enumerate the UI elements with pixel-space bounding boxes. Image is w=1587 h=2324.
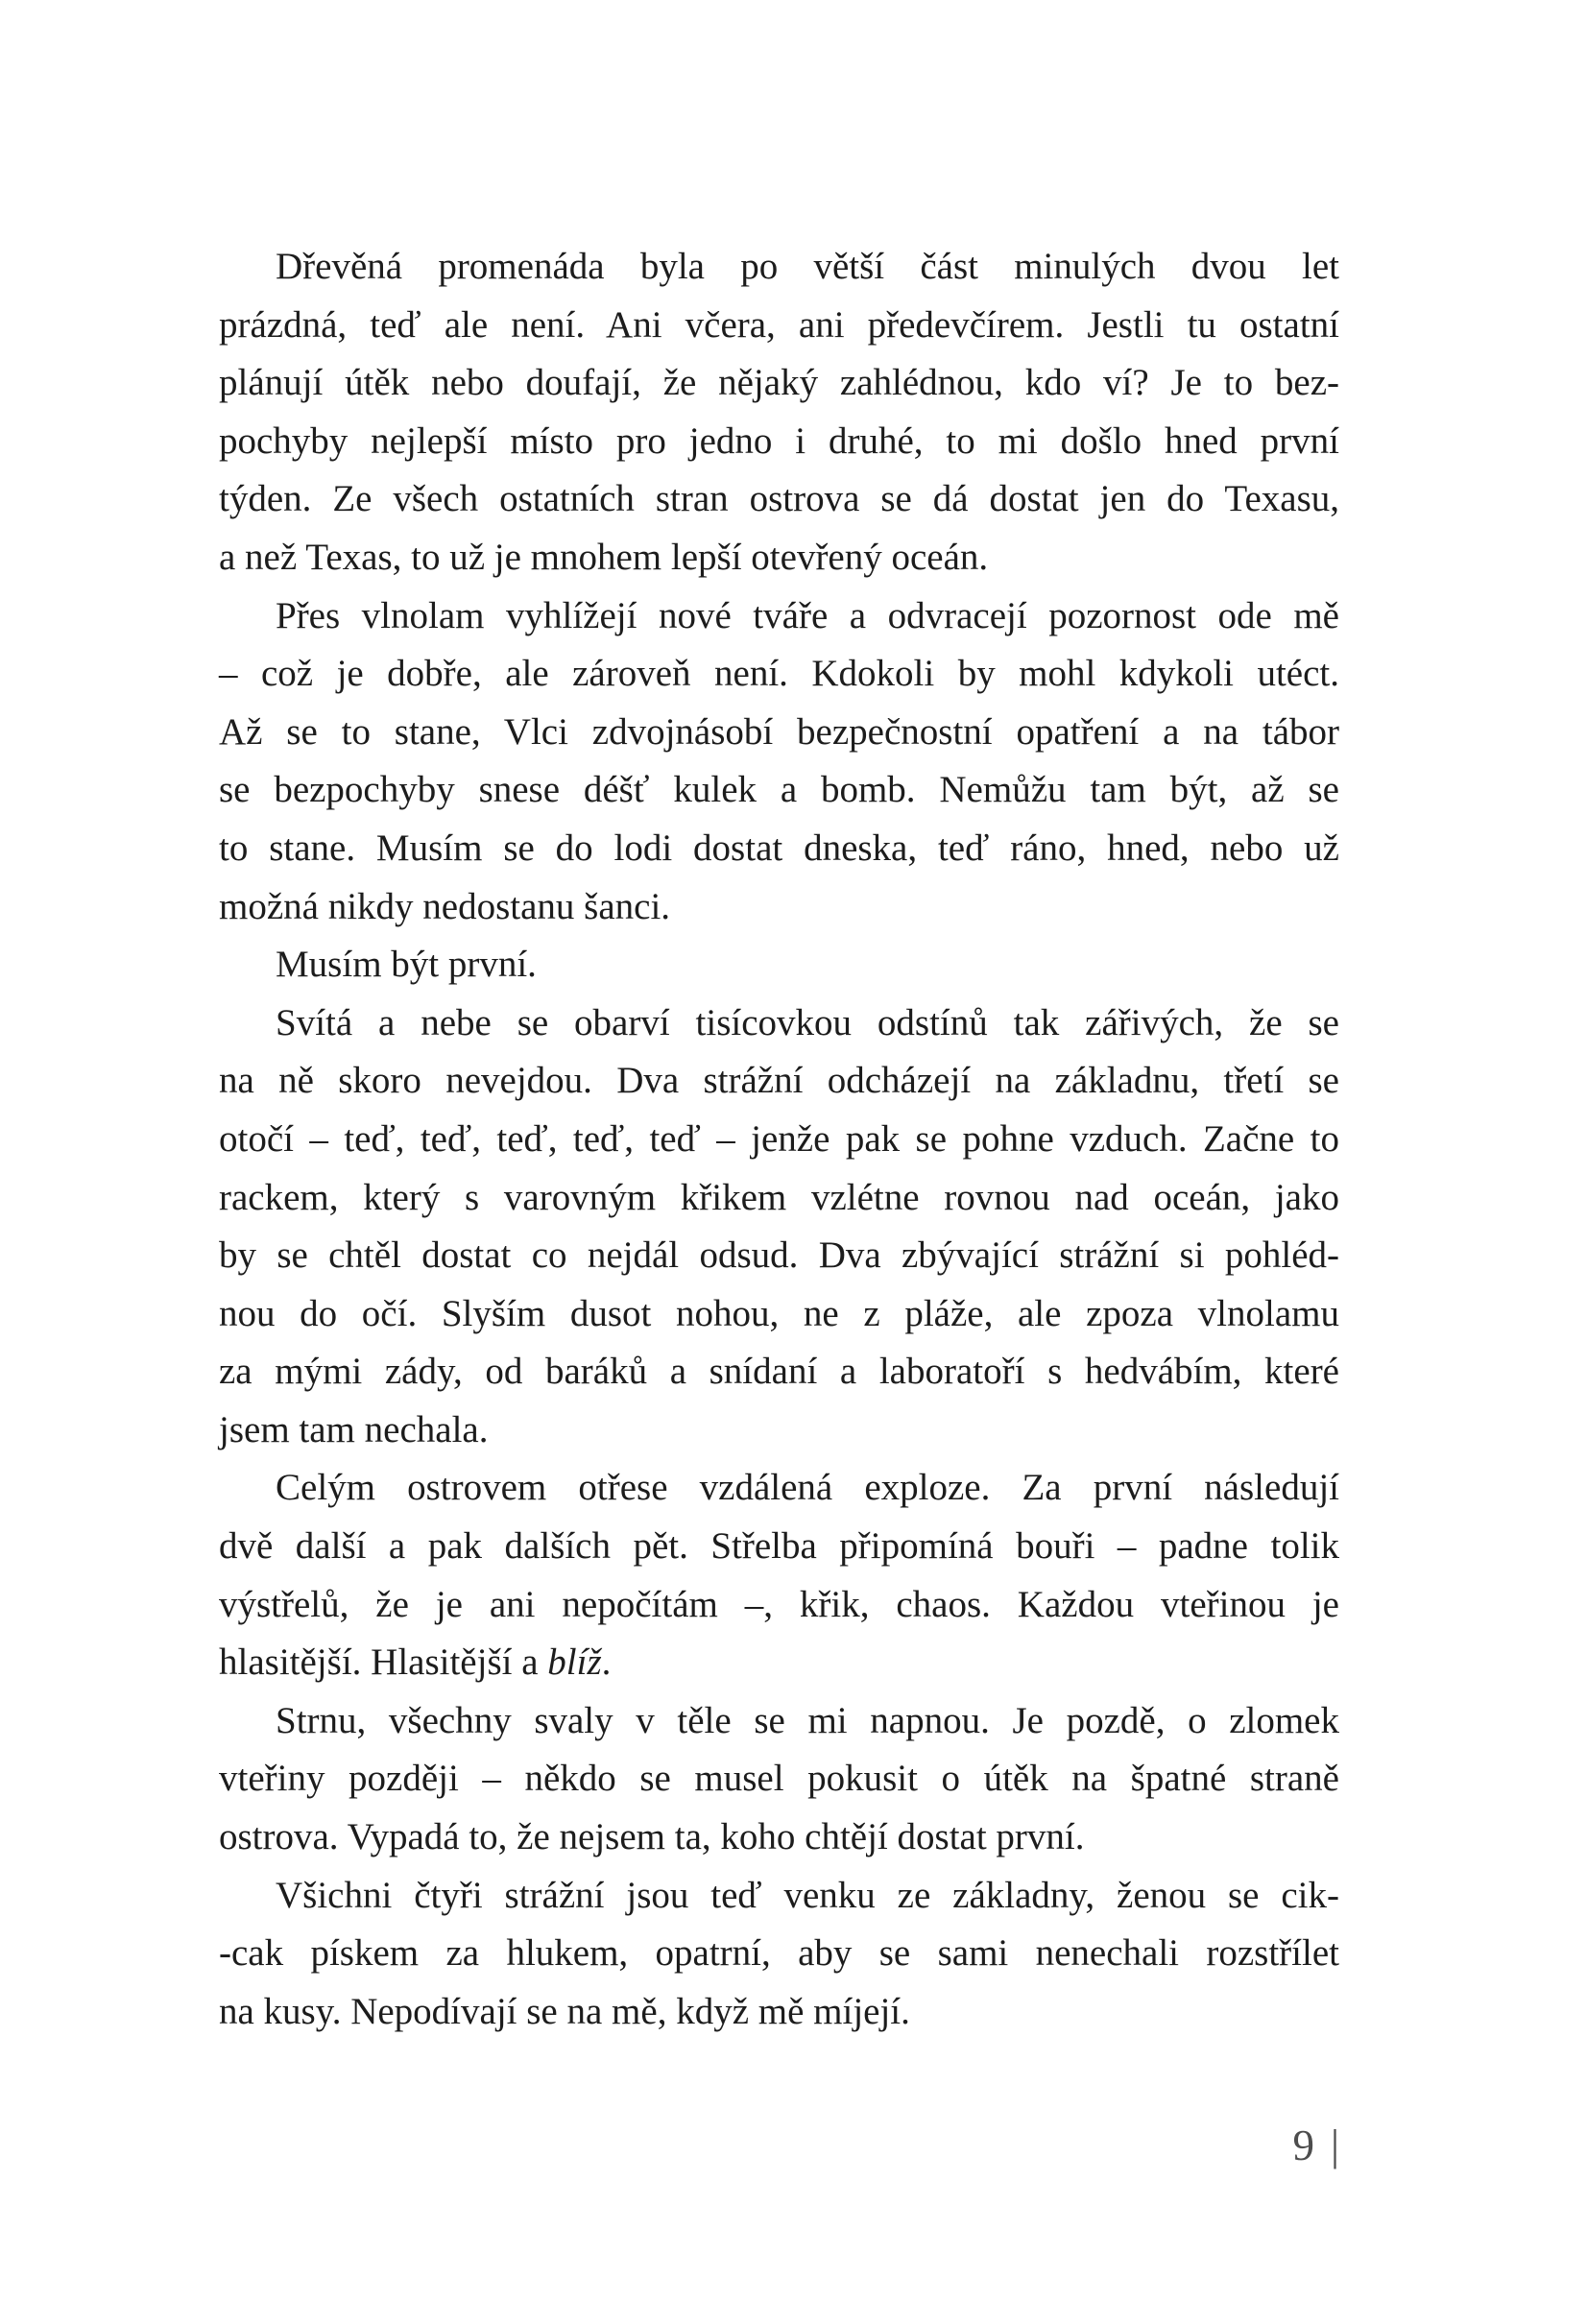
page-number-separator: | (1330, 2121, 1339, 2169)
text-line: pochyby nejlepší místo pro jedno i druhé, to mi došlo hned první (219, 419, 1339, 462)
paragraph (219, 936, 1339, 994)
text-line: rackem, který s varovným křikem vzlétne rovnou nad oceán, jako (219, 1176, 1339, 1218)
paragraph (219, 994, 1339, 1460)
paragraph (219, 1867, 1339, 2042)
text-line: otočí – teď, teď, teď, teď, teď – jenže pak se pohne vzduch. Začne to (219, 1117, 1339, 1160)
text-line: za mými zády, od baráků a snídaní a laboratoří s hedvábím, které (219, 1351, 1339, 1393)
text-line: to stane. Musím se do lodi dostat dneska, teď ráno, hned, nebo už (219, 827, 1339, 869)
text-line: vteřiny později – někdo se musel pokusit o útěk na špatné straně (219, 1758, 1339, 1800)
paragraph (219, 1692, 1339, 1867)
text-line: Musím být první. (276, 944, 537, 986)
paragraph (219, 238, 1339, 587)
page-text (219, 238, 1339, 2041)
text-line: se bezpochyby snese déšť kulek a bomb. Nemůžu tam být, až se (219, 769, 1339, 811)
text-line: výstřelů, že je ani nepočítám –, křik, chaos. Každou vteřinou je (219, 1583, 1339, 1625)
text-line: prázdná, teď ale není. Ani včera, ani předevčírem. Jestli tu ostatní (219, 303, 1339, 346)
text-line: Dřevěná promenáda byla po větší část minulých dvou let (276, 246, 1339, 287)
text-line: na kusy. Nepodívají se na mě, když mě míjejí. (219, 1990, 910, 2032)
text-line: by se chtěl dostat co nejdál odsud. Dva zbývající strážní si pohléd- (219, 1234, 1339, 1277)
text-line: možná nikdy nedostanu šanci. (219, 885, 671, 927)
page-number: 9 (1292, 2121, 1314, 2169)
text-line: na ně skoro nevejdou. Dva strážní odcházejí na základnu, třetí se (219, 1060, 1339, 1102)
paragraph (219, 1459, 1339, 1691)
text-line: nou do očí. Slyším dusot nohou, ne z pláže, ale zpoza vlnolamu (219, 1292, 1339, 1334)
text-line: -cak pískem za hlukem, opatrní, aby se sami nenechali rozstřílet (219, 1932, 1339, 1975)
paragraph (219, 587, 1339, 937)
text-line: ostrova. Vypadá to, že nejsem ta, koho chtějí dostat první. (219, 1816, 1085, 1858)
text-line: Strnu, všechny svaly v těle se mi napnou. Je pozdě, o zlomek (276, 1699, 1339, 1741)
text-line: Celým ostrovem otřese vzdálená exploze. Za první následují (276, 1467, 1339, 1509)
text-line: hlasitější. Hlasitější a blíž. (219, 1641, 612, 1684)
text-line: Všichni čtyři strážní jsou teď venku ze základny, ženou se cik- (276, 1874, 1339, 1916)
text-line: jsem tam nechala. (219, 1408, 489, 1450)
text-line: dvě další a pak dalších pět. Střelba připomíná bouři – padne tolik (219, 1525, 1339, 1568)
text-line: plánují útěk nebo doufají, že nějaký zahlédnou, kdo ví? Je to bez- (219, 362, 1339, 404)
page-footer (219, 2121, 1339, 2169)
text-line: a než Texas, to už je mnohem lepší otevřený oceán. (219, 536, 989, 578)
text-line: Přes vlnolam vyhlížejí nové tváře a odvracejí pozornost ode mě (276, 594, 1339, 636)
text-line: týden. Ze všech ostatních stran ostrova se dá dostat jen do Texasu, (219, 478, 1339, 520)
text-line: – což je dobře, ale zároveň není. Kdokoli by mohl kdykoli utéct. (219, 653, 1339, 695)
text-line: Svítá a nebe se obarví tisícovkou odstínů tak zářivých, že se (276, 1001, 1339, 1043)
text-line: Až se to stane, Vlci zdvojnásobí bezpečnostní opatření a na tábor (219, 710, 1339, 753)
